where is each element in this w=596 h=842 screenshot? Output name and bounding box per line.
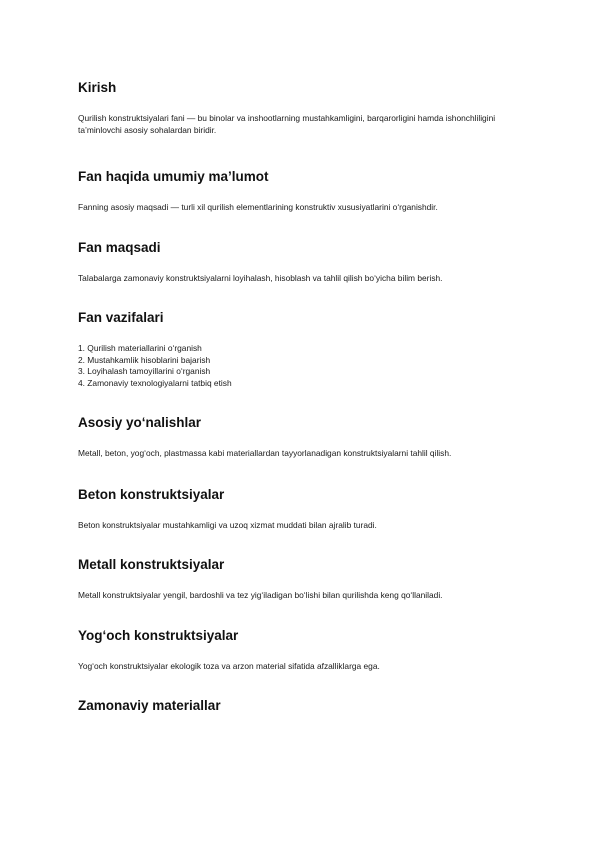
section-metall (78, 556, 523, 602)
section-heading: Fan haqida umumiy ma’lumot (78, 169, 269, 184)
section-beton (78, 486, 523, 532)
section-zamonaviy (78, 697, 523, 715)
section-heading: Yog‘och konstruktsiyalar (78, 627, 239, 643)
list-item: 2. Mustahkamlik hisoblarini bajarish (78, 354, 211, 365)
section-heading: Fan vazifalari (78, 310, 164, 325)
section-heading: Beton konstruktsiyalar (78, 486, 225, 502)
list-item: 1. Qurilish materiallarini o‘rganish (78, 343, 202, 353)
section-heading: Kirish (78, 80, 117, 95)
task-list (78, 343, 523, 389)
section-paragraph: Talabalarga zamonaviy konstruktsiyalarni loyihalash, hisoblash va tahlil qilish bo‘yicha bilim berish. (78, 272, 443, 283)
section-fan-maqsadi (78, 239, 523, 285)
section-heading: Fan maqsadi (78, 239, 161, 255)
section-heading: Metall konstruktsiyalar (78, 557, 225, 572)
section-paragraph: Metall konstruktsiyalar yengil, bardoshli va tez yig‘iladigan bo‘lishi bilan qurilishda keng qo‘llaniladi. (78, 590, 443, 600)
section-heading: Asosiy yo‘nalishlar (78, 415, 202, 430)
section-fan-vazifalari (78, 309, 523, 389)
section-paragraph: Beton konstruktsiyalar mustahkamligi va uzoq xizmat muddati bilan ajralib turadi. (78, 519, 377, 530)
list-item: 3. Loyihalash tamoyillarini o‘rganish (78, 366, 211, 376)
section-kirish (78, 79, 523, 136)
section-paragraph: Qurilish konstruktsiyalari fani — bu binolar va inshootlarning mustahkamligini, barqarorligini hamda ishonchliligini ta’minlovchi asosiy sohalardan biridir. (78, 113, 496, 135)
list-item: 4. Zamonaviy texnologiyalarni tatbiq etish (78, 377, 232, 388)
document-content (78, 79, 523, 731)
section-paragraph: Yog‘och konstruktsiyalar ekologik toza va arzon material sifatida afzalliklarga ega. (78, 660, 380, 671)
section-asosiy-yonalishlar (78, 414, 523, 460)
section-paragraph: Metall, beton, yog‘och, plastmassa kabi materiallardan tayyorlanadigan konstruktsiyalarni tahlil qilish. (78, 448, 452, 458)
section-yogoch (78, 627, 523, 673)
section-heading: Zamonaviy materiallar (78, 698, 221, 713)
section-fan-haqida (78, 168, 523, 214)
section-paragraph: Fanning asosiy maqsadi — turli xil qurilish elementlarining konstruktiv xususiyatlarini o‘rganishdir. (78, 202, 438, 212)
